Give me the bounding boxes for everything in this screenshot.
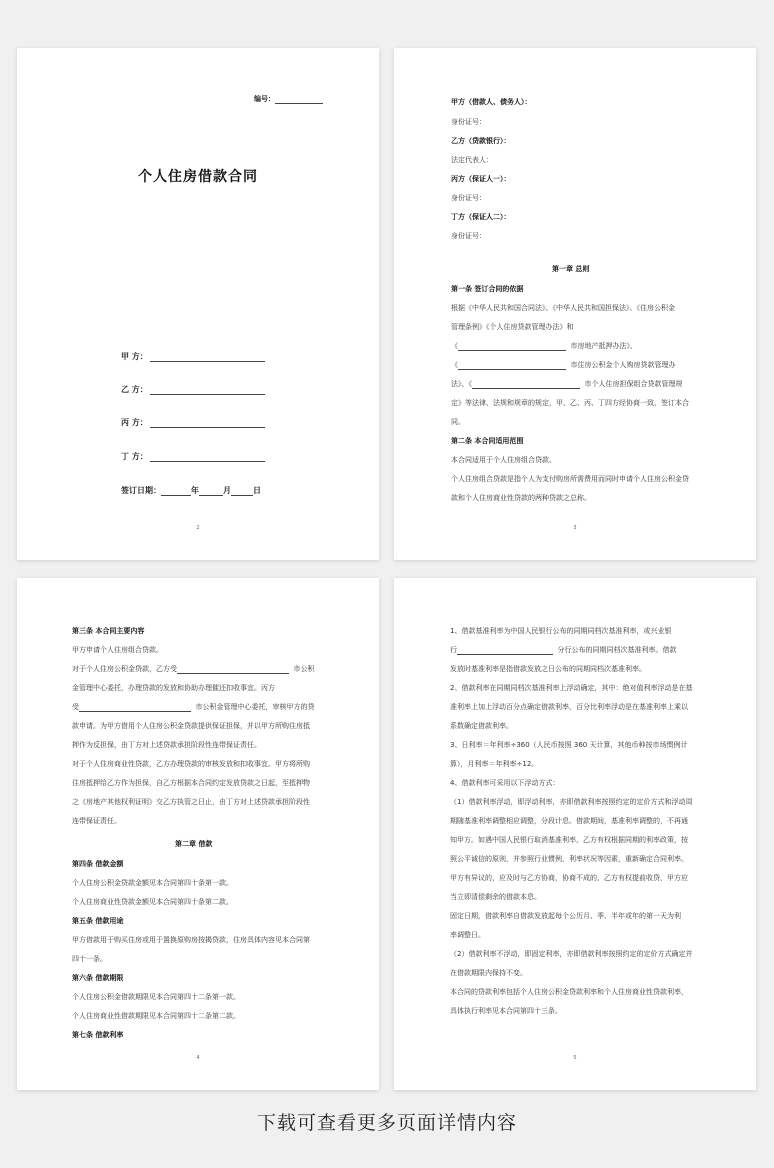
blank-line — [457, 646, 553, 655]
interest-text: 行 — [450, 646, 457, 654]
party-b-field — [121, 384, 265, 395]
id-number-label: 身份证号： — [451, 194, 486, 202]
article-2-text: 本合同适用于个人住房组合贷款。 — [451, 456, 556, 464]
article-3-text: 市公积金管理中心委托，审核甲方的贷 — [195, 703, 315, 711]
interest-text: 当立即清偿剩余的借款本息。 — [450, 893, 541, 901]
day-blank — [231, 486, 253, 496]
article-5-text: 四十一条。 — [72, 955, 107, 963]
page-number: 4 — [196, 1055, 200, 1061]
serial-number-field — [254, 94, 323, 104]
party-a-label: 甲 方： — [121, 352, 148, 361]
article-1-text: 《 市住房公积金个人购房贷款管理办 — [451, 361, 676, 369]
article-1-text: 《 市房地产抵押办法》、 — [451, 342, 637, 350]
serial-blank — [275, 95, 323, 104]
year-blank — [161, 486, 191, 496]
chapter-1-heading: 第一章 总则 — [552, 265, 590, 273]
article-3-text: 对于个人住房公积金贷款，乙方受 — [72, 665, 177, 673]
party-d-label: 丁 方： — [121, 452, 148, 461]
article-5-text: 甲方借款用于购买住房或用于置换原购房按揭贷款，住房具体内容见本合同第 — [72, 936, 310, 944]
party-d-heading: 丁方（保证人二）： — [451, 213, 511, 221]
day-label: 日 — [253, 486, 261, 495]
article-1-text: 同。 — [451, 418, 465, 426]
id-number-label: 身份证号： — [451, 118, 486, 126]
blank-line — [472, 380, 580, 389]
interest-text: 甲方有异议的，应及时与乙方协商，协商不成的，乙方有权提前收贷，甲方应 — [450, 874, 688, 882]
party-d-field — [121, 451, 265, 462]
article-5-heading: 第五条 借款用途 — [72, 917, 124, 925]
interest-text: 分行公布的同期同档次基准利率。借款 — [557, 646, 677, 654]
interest-text: 3、日利率＝年利率÷360（人民币按照 360 天计算，其他币种按市场惯例计 — [450, 741, 688, 749]
interest-text — [450, 645, 676, 655]
sign-date-label: 签订日期： — [121, 486, 161, 495]
article-1-text: 市住房公积金个人购房贷款管理办 — [570, 361, 676, 369]
contract-page-cover — [17, 48, 379, 560]
interest-text: 1、借款基准利率为中国人民银行公布的同期同档次基准利率，或兴业银 — [450, 627, 672, 635]
interest-text: 率调整日。 — [450, 931, 485, 939]
article-6-heading: 第六条 借款期限 — [72, 974, 124, 982]
article-2-heading: 第二条 本合同适用范围 — [451, 437, 524, 445]
party-c-heading: 丙方（保证人一）： — [451, 175, 511, 183]
serial-label: 编号： — [254, 95, 275, 103]
interest-text: （1）借款利率浮动，即浮动利率，亦即借款利率按照约定的定价方式和浮动周 — [450, 798, 693, 806]
article-3-text — [72, 664, 314, 674]
article-2-text: 款和个人住房商业性贷款的两种贷款之总称。 — [451, 494, 591, 502]
article-1-text: 定》等法律、法规和规章的规定，甲、乙、丙、丁四方经协商一致，签订本合 — [451, 399, 689, 407]
interest-text: （2）借款利率不浮动，即固定利率，亦即借款利率按照约定的定价方式确定并 — [450, 950, 693, 958]
party-a-heading: 甲方（借款人、债务人）： — [451, 98, 532, 106]
article-3-text: 款申请。为甲方借用个人住房公积金贷款提供保证担保，并以甲方所购住房抵 — [72, 722, 310, 730]
article-3-text: 甲方申请个人住房组合贷款。 — [72, 646, 163, 654]
party-c-field — [121, 417, 265, 428]
article-1-text: 市房地产抵押办法》、 — [570, 342, 637, 350]
article-3-heading: 第三条 本合同主要内容 — [72, 627, 145, 635]
download-more-caption: 下载可查看更多页面详情内容 — [256, 1112, 517, 1134]
article-1-text: 法》、《 — [451, 380, 472, 388]
party-b-blank — [150, 385, 265, 395]
blank-line — [458, 342, 566, 351]
id-number-label: 身份证号： — [451, 232, 486, 240]
interest-text: 固定日期，借款利率自借款发放起每个公历月、季、半年或年的第一天为利 — [450, 912, 681, 920]
interest-text: 本合同的贷款利率包括个人住房公积金贷款利率和个人住房商业性贷款利率， — [450, 988, 688, 996]
article-4-heading: 第四条 借款金额 — [72, 860, 124, 868]
article-3-text: 对于个人住房商业性贷款，乙方办理贷款的审核发放和扣收事宜。甲方将所购 — [72, 760, 310, 768]
page-number: 3 — [573, 525, 577, 531]
month-label: 月 — [223, 486, 231, 495]
party-b-heading: 乙方（贷款银行）： — [451, 137, 511, 145]
interest-text: 发放时基准利率是指借款发放之日公布的同期同档次基准利率。 — [450, 665, 646, 673]
article-4-text: 个人住房商业性贷款金额见本合同第四十条第二款。 — [72, 898, 233, 906]
legal-rep-label: 法定代表人： — [451, 156, 493, 164]
article-7-heading: 第七条 借款利率 — [72, 1031, 124, 1039]
article-3-text: 住房抵押给乙方作为担保，自乙方根据本合同约定发放贷款之日起，至抵押物 — [72, 779, 310, 787]
article-1-heading: 第一条 签订合同的依据 — [451, 285, 524, 293]
contract-page-parties — [394, 48, 756, 560]
interest-text: 2、借款利率在同期同档次基准利率上浮动确定，其中：绝对值利率浮动是在基 — [450, 684, 693, 692]
contract-page-interest — [394, 578, 756, 1090]
article-1-text — [451, 379, 682, 389]
interest-text: 知甲方。如遇中国人民银行取消基准利率，乙方有权根据同期的利率政策，按 — [450, 836, 688, 844]
interest-text: 在借款期限内保持不变。 — [450, 969, 527, 977]
article-1-text: 管理条例》《个人住房贷款管理办法》和 — [451, 323, 574, 331]
party-c-blank — [150, 418, 265, 428]
interest-text: 照公平诚信的原则，并参照行业惯例，利率状况等因素，重新确定合同利率。 — [450, 855, 688, 863]
interest-text: 系数确定借款利率。 — [450, 722, 513, 730]
article-6-text: 个人住房公积金借款期限见本合同第四十二条第一款。 — [72, 993, 240, 1001]
party-a-blank — [150, 352, 265, 362]
article-3-text — [72, 702, 314, 712]
article-6-text: 个人住房商业性借款期限见本合同第四十二条第二款。 — [72, 1012, 240, 1020]
interest-text: 准利率上加上浮动百分点确定借款利率，百分比利率浮动是在基准利率上乘以 — [450, 703, 688, 711]
article-3-text: 押作为反担保，由丁方对上述贷款承担阶段性连带保证责任。 — [72, 741, 261, 749]
interest-text: 具体执行利率见本合同第四十三条。 — [450, 1007, 562, 1015]
contract-title: 个人住房借款合同 — [138, 169, 258, 185]
contract-page-loan — [17, 578, 379, 1090]
article-3-text: 受 — [72, 703, 79, 711]
interest-text: 期随基准利率调整相应调整，分段计息。借款期间，基准利率调整的，不再通 — [450, 817, 688, 825]
party-a-field — [121, 351, 265, 362]
article-1-text: 市个人住房担保组合贷款管理规 — [584, 380, 683, 388]
article-3-text: 之《房地产其他权利证明》交乙方执管之日止，由丁方对上述贷款承担阶段性 — [72, 798, 310, 806]
interest-text: 4、借款利率可采用以下浮动方式： — [450, 779, 560, 787]
chapter-2-heading: 第二章 借款 — [175, 840, 213, 848]
month-blank — [199, 486, 223, 496]
sign-date-field — [121, 485, 261, 496]
page-number: 5 — [573, 1055, 577, 1061]
article-1-text: 根据《中华人民共和国合同法》、《中华人民共和国担保法》、《住房公积金 — [451, 304, 675, 312]
article-4-text: 个人住房公积金贷款金额见本合同第四十条第一款。 — [72, 879, 233, 887]
blank-line — [458, 361, 566, 370]
article-3-text: 连带保证责任。 — [72, 817, 121, 825]
blank-line — [79, 703, 191, 712]
year-label: 年 — [191, 486, 199, 495]
party-d-blank — [150, 452, 265, 462]
party-c-label: 丙 方： — [121, 418, 148, 427]
party-b-label: 乙 方： — [121, 385, 148, 394]
page-number: 2 — [196, 525, 200, 531]
article-3-text: 金管理中心委托，办理贷款的发放和协助办理催还扣收事宜。丙方 — [72, 684, 275, 692]
blank-line — [177, 665, 289, 674]
interest-text: 算），月利率＝年利率÷12。 — [450, 760, 539, 768]
article-3-text: 市公积 — [293, 665, 315, 673]
article-2-text: 个人住房组合贷款是指个人为支付购房所需费用而同时申请个人住房公积金贷 — [451, 475, 689, 483]
